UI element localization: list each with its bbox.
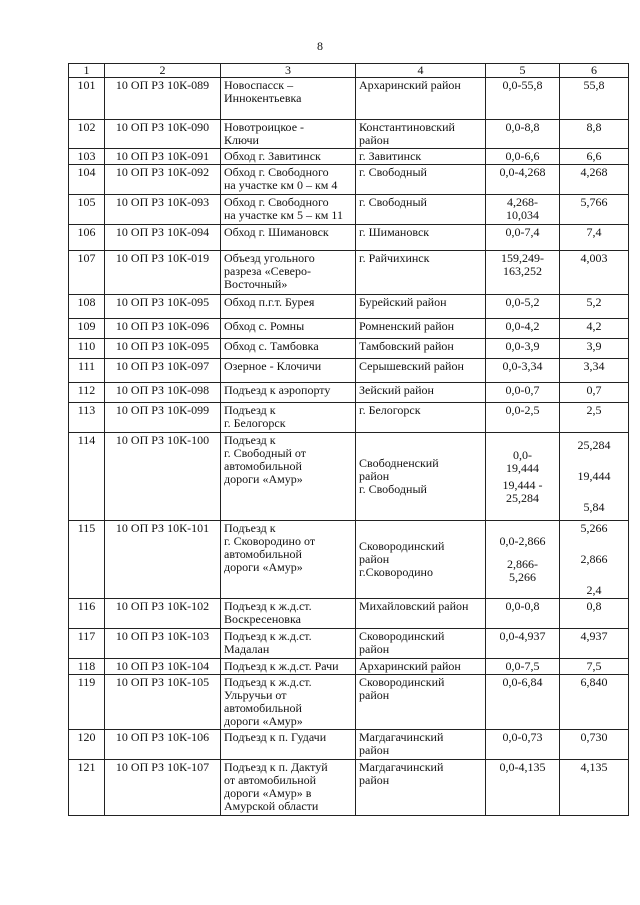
road-name-line: Иннокентьевка (224, 91, 302, 105)
district-line: г. Райчихинск (359, 251, 430, 265)
row-number: 103 (69, 149, 105, 165)
road-length (560, 629, 629, 659)
row-number: 121 (69, 760, 105, 816)
district (356, 383, 486, 403)
header-row (69, 64, 629, 78)
road-name-line: Подъезд к п. Дактуй (224, 760, 328, 774)
road-length-line: 2,5 (586, 403, 602, 417)
road-code: 10 ОП РЗ 10К-098 (105, 383, 221, 403)
km-range-line: 0,0-4,2 (505, 319, 540, 333)
district-line: Константиновский (359, 120, 455, 134)
road-name-line: Озерное - Клочичи (224, 359, 322, 373)
road-name-line: Подъезд к (224, 521, 276, 535)
row-number: 115 (69, 521, 105, 599)
km-range (486, 78, 560, 120)
road-name-line: Обход с. Ромны (224, 319, 305, 333)
road-code: 10 ОП РЗ 10К-092 (105, 165, 221, 195)
district (356, 599, 486, 629)
district-line: Сковородинский (359, 539, 445, 553)
km-range-line: 19,444 - (502, 477, 543, 492)
road-name-line: Ключи (224, 133, 259, 147)
road-length-line: 6,6 (586, 149, 602, 163)
road-length-line: 4,268 (580, 165, 608, 179)
table-row (69, 120, 629, 149)
km-range (486, 760, 560, 816)
district-line: район (359, 688, 390, 702)
road-name (221, 319, 356, 339)
road-name-line: Ульручьи от (224, 688, 287, 702)
road-length (560, 78, 629, 120)
road-length (560, 599, 629, 629)
row-number: 119 (69, 675, 105, 730)
road-length (560, 149, 629, 165)
row-number: 104 (69, 165, 105, 195)
km-range (486, 225, 560, 251)
road-length-line: 4,937 (580, 629, 608, 643)
road-length (560, 251, 629, 295)
row-number: 120 (69, 730, 105, 760)
km-range-line: 0,0-0,8 (505, 599, 540, 613)
road-name (221, 359, 356, 383)
district (356, 295, 486, 319)
road-name-line: Подъезд к ж.д.ст. (224, 599, 312, 613)
district-line: Сковородинский (359, 675, 445, 689)
km-range-line: 2,866- (507, 557, 538, 571)
district (356, 149, 486, 165)
road-name-line: дороги «Амур» в (224, 786, 312, 800)
table-row (69, 225, 629, 251)
district-line: Бурейский район (359, 295, 447, 309)
table-row (69, 195, 629, 225)
district-line: район (359, 743, 390, 757)
row-number: 105 (69, 195, 105, 225)
road-length (560, 165, 629, 195)
table-row (69, 760, 629, 816)
road-name (221, 165, 356, 195)
road-name (221, 339, 356, 359)
road-length-line: 5,766 (580, 195, 608, 209)
km-range (486, 251, 560, 295)
table-row (69, 659, 629, 675)
road-name (221, 383, 356, 403)
road-code: 10 ОП РЗ 10К-099 (105, 403, 221, 433)
road-length (560, 383, 629, 403)
column-header-3: 3 (221, 64, 356, 78)
road-name (221, 225, 356, 251)
road-length-line: 5,84 (583, 500, 605, 514)
district (356, 225, 486, 251)
road-code: 10 ОП РЗ 10К-103 (105, 629, 221, 659)
district-line: Зейский район (359, 383, 434, 397)
district-line: Ромненский район (359, 319, 455, 333)
road-name-line: Подъезд к (224, 403, 276, 417)
km-range-line: 0,0-4,937 (499, 629, 546, 643)
road-name (221, 295, 356, 319)
table-row (69, 165, 629, 195)
row-number: 110 (69, 339, 105, 359)
road-name-line: Обход г. Завитинск (224, 149, 321, 163)
road-length (560, 339, 629, 359)
km-range (486, 403, 560, 433)
road-code: 10 ОП РЗ 10К-105 (105, 675, 221, 730)
road-name-line: г. Свободный от (224, 446, 307, 460)
district-line: Магдагачинский (359, 730, 444, 744)
table-row (69, 339, 629, 359)
km-range-line: 0,0-6,84 (502, 675, 543, 689)
km-range-line: 0,0-4,268 (499, 165, 546, 179)
road-name-line: Обход г. Свободного (224, 165, 329, 179)
table-row (69, 629, 629, 659)
table-row (69, 403, 629, 433)
district (356, 251, 486, 295)
road-name-line: Амурской области (224, 799, 319, 813)
row-number: 114 (69, 433, 105, 521)
road-name-line: Подъезд к аэропорту (224, 383, 331, 397)
km-range-line: 0,0-0,73 (502, 730, 543, 744)
km-range-line: 10,034 (506, 208, 539, 222)
road-length (560, 195, 629, 225)
table-row (69, 251, 629, 295)
district-line: район (359, 469, 390, 483)
roads-table (68, 63, 629, 816)
road-length-line: 3,9 (586, 339, 602, 353)
km-range (486, 521, 560, 599)
district-line: Серышевский район (359, 359, 464, 373)
road-length (560, 433, 629, 521)
road-name (221, 599, 356, 629)
district-line: район (359, 773, 390, 787)
road-code: 10 ОП РЗ 10К-101 (105, 521, 221, 599)
road-name-line: на участке км 5 – км 11 (224, 208, 343, 222)
road-length (560, 730, 629, 760)
table-row (69, 599, 629, 629)
road-length-line: 8,8 (586, 120, 602, 134)
road-length-line: 0,730 (580, 730, 608, 744)
road-length-line: 55,8 (583, 78, 605, 92)
district (356, 760, 486, 816)
column-header-2: 2 (105, 64, 221, 78)
km-range-line: 159,249- (501, 251, 544, 265)
row-number: 101 (69, 78, 105, 120)
road-code: 10 ОП РЗ 10К-090 (105, 120, 221, 149)
km-range-line: 5,266 (509, 570, 536, 584)
road-name (221, 760, 356, 816)
road-name-line: Подъезд к (224, 433, 276, 447)
district (356, 730, 486, 760)
row-number: 117 (69, 629, 105, 659)
road-length-line: 4,135 (580, 760, 608, 774)
road-name-line: Восточный» (224, 277, 288, 291)
road-name (221, 120, 356, 149)
road-code: 10 ОП РЗ 10К-089 (105, 78, 221, 120)
road-code: 10 ОП РЗ 10К-093 (105, 195, 221, 225)
km-range (486, 675, 560, 730)
road-name-line: автомобильной (224, 459, 302, 473)
table-row (69, 78, 629, 120)
district-line: Тамбовский район (359, 339, 454, 353)
km-range-line: 19,444 (506, 460, 539, 475)
row-number: 109 (69, 319, 105, 339)
table-row (69, 295, 629, 319)
district (356, 165, 486, 195)
district-line: г. Свободный (359, 195, 427, 209)
km-range-line: 0,0- (513, 447, 532, 462)
road-code: 10 ОП РЗ 10К-097 (105, 359, 221, 383)
table-row (69, 359, 629, 383)
km-range-line: 0,0-7,5 (505, 659, 540, 673)
road-length (560, 295, 629, 319)
district-line: г. Свободный (359, 482, 427, 496)
km-range-line: 0,0-4,135 (499, 760, 546, 774)
road-name (221, 195, 356, 225)
district-line: район (359, 642, 390, 656)
km-range (486, 599, 560, 629)
district (356, 359, 486, 383)
road-name (221, 659, 356, 675)
table-row (69, 319, 629, 339)
district (356, 78, 486, 120)
district (356, 521, 486, 599)
road-name-line: Мадалан (224, 642, 270, 656)
row-number: 113 (69, 403, 105, 433)
table-row (69, 521, 629, 599)
road-name (221, 675, 356, 730)
district-line: г.Сковородино (359, 565, 433, 579)
row-number: 112 (69, 383, 105, 403)
column-header-1: 1 (69, 64, 105, 78)
road-length-line: 6,840 (580, 675, 608, 689)
row-number: 108 (69, 295, 105, 319)
road-name (221, 251, 356, 295)
column-header-4: 4 (356, 64, 486, 78)
column-header-5: 5 (486, 64, 560, 78)
district-line: район (359, 133, 390, 147)
km-range-line: 0,0-3,34 (502, 359, 543, 373)
km-range (486, 730, 560, 760)
road-name-line: дороги «Амур» (224, 560, 303, 574)
km-range-line: 0,0-0,7 (505, 383, 540, 397)
road-length (560, 403, 629, 433)
road-length (560, 359, 629, 383)
km-range-line: 25,284 (506, 490, 539, 505)
km-range-line: 0,0-55,8 (502, 78, 543, 92)
table-row (69, 730, 629, 760)
road-name-line: автомобильной (224, 701, 302, 715)
km-range (486, 339, 560, 359)
road-length (560, 319, 629, 339)
road-name-line: Подъезд к п. Гудачи (224, 730, 327, 744)
road-length (560, 760, 629, 816)
road-length-line: 7,4 (586, 225, 602, 239)
road-length-line: 3,34 (583, 359, 605, 373)
km-range-line: 0,0-3,9 (505, 339, 540, 353)
district (356, 195, 486, 225)
km-range-line: 0,0-8,8 (505, 120, 540, 134)
table-row (69, 149, 629, 165)
district (356, 433, 486, 521)
district-line: Архаринский район (359, 78, 461, 92)
road-name-line: Новотроицкое - (224, 120, 305, 134)
road-code: 10 ОП РЗ 10К-107 (105, 760, 221, 816)
district (356, 629, 486, 659)
road-name (221, 403, 356, 433)
road-name-line: Подъезд к ж.д.ст. Рачи (224, 659, 339, 673)
road-code: 10 ОП РЗ 10К-019 (105, 251, 221, 295)
district (356, 339, 486, 359)
road-length (560, 521, 629, 599)
km-range (486, 629, 560, 659)
road-length-line: 0,7 (586, 383, 602, 397)
district-line: Михайловский район (359, 599, 469, 613)
district-line: Сковородинский (359, 629, 445, 643)
km-range-line: 0,0-2,5 (505, 403, 540, 417)
km-range (486, 319, 560, 339)
road-name-line: г. Сковородино от (224, 534, 316, 548)
district-line: Магдагачинский (359, 760, 444, 774)
km-range-line: 4,268- (507, 195, 538, 209)
road-name-line: дороги «Амур» (224, 714, 303, 728)
district-line: г. Завитинск (359, 149, 422, 163)
road-name-line: разреза «Северо- (224, 264, 311, 278)
district-line: Архаринский район (359, 659, 461, 673)
road-name-line: Обход с. Тамбовка (224, 339, 319, 353)
km-range-line: 0,0-7,4 (505, 225, 540, 239)
district (356, 403, 486, 433)
road-code: 10 ОП РЗ 10К-102 (105, 599, 221, 629)
road-code: 10 ОП РЗ 10К-106 (105, 730, 221, 760)
km-range (486, 659, 560, 675)
km-range-line: 163,252 (503, 264, 542, 278)
district (356, 659, 486, 675)
road-code: 10 ОП РЗ 10К-100 (105, 433, 221, 521)
road-name-line: дороги «Амур» (224, 472, 303, 486)
table-row (69, 675, 629, 730)
district (356, 319, 486, 339)
road-name-line: от автомобильной (224, 773, 317, 787)
road-name-line: Подъезд к ж.д.ст. (224, 675, 312, 689)
km-range-line: 0,0-2,866 (499, 534, 546, 548)
road-length (560, 659, 629, 675)
road-code: 10 ОП РЗ 10К-104 (105, 659, 221, 675)
road-code: 10 ОП РЗ 10К-096 (105, 319, 221, 339)
road-name (221, 521, 356, 599)
road-name-line: Объезд угольного (224, 251, 315, 265)
row-number: 116 (69, 599, 105, 629)
road-code: 10 ОП РЗ 10К-095 (105, 339, 221, 359)
km-range (486, 433, 560, 521)
road-length (560, 225, 629, 251)
road-name-line: Новоспасск – (224, 78, 294, 92)
district-line: г. Свободный (359, 165, 427, 179)
km-range (486, 120, 560, 149)
road-length-line: 5,2 (586, 295, 602, 309)
road-name-line: Воскресеновка (224, 612, 301, 626)
road-name-line: г. Белогорск (224, 416, 286, 430)
district (356, 675, 486, 730)
road-name-line: Подъезд к ж.д.ст. (224, 629, 312, 643)
district-line: г. Шимановск (359, 225, 430, 239)
row-number: 102 (69, 120, 105, 149)
district-line: Свободненский (359, 456, 439, 470)
road-code: 10 ОП РЗ 10К-095 (105, 295, 221, 319)
road-name (221, 78, 356, 120)
road-length-line: 2,866 (580, 552, 608, 566)
road-name (221, 730, 356, 760)
road-name-line: Обход г. Свободного (224, 195, 329, 209)
row-number: 107 (69, 251, 105, 295)
road-name (221, 149, 356, 165)
km-range (486, 295, 560, 319)
road-length-line: 25,284 (577, 438, 611, 452)
road-length (560, 120, 629, 149)
km-range (486, 149, 560, 165)
road-code: 10 ОП РЗ 10К-094 (105, 225, 221, 251)
km-range-line: 0,0-5,2 (505, 295, 540, 309)
road-length (560, 675, 629, 730)
table-body (69, 78, 629, 816)
column-header-6: 6 (560, 64, 629, 78)
row-number: 111 (69, 359, 105, 383)
km-range (486, 359, 560, 383)
road-length-line: 0,8 (586, 599, 602, 613)
road-name-line: автомобильной (224, 547, 302, 561)
road-name-line: на участке км 0 – км 4 (224, 178, 338, 192)
row-number: 118 (69, 659, 105, 675)
km-range (486, 195, 560, 225)
table-row (69, 433, 629, 521)
road-name-line: Обход п.г.т. Бурея (224, 295, 315, 309)
district-line: г. Белогорск (359, 403, 421, 417)
page-number: 8 (317, 39, 323, 53)
road-length-line: 4,003 (580, 251, 608, 265)
road-length-line: 2,4 (586, 583, 602, 597)
road-name (221, 433, 356, 521)
road-length-line: 7,5 (586, 659, 602, 673)
district (356, 120, 486, 149)
road-length-line: 5,266 (580, 521, 608, 535)
road-name-line: Обход г. Шимановск (224, 225, 329, 239)
road-length-line: 4,2 (586, 319, 602, 333)
table-row (69, 383, 629, 403)
road-code: 10 ОП РЗ 10К-091 (105, 149, 221, 165)
km-range-line: 0,0-6,6 (505, 149, 540, 163)
km-range (486, 383, 560, 403)
district-line: район (359, 552, 390, 566)
road-name (221, 629, 356, 659)
km-range (486, 165, 560, 195)
road-length-line: 19,444 (577, 469, 611, 483)
row-number: 106 (69, 225, 105, 251)
